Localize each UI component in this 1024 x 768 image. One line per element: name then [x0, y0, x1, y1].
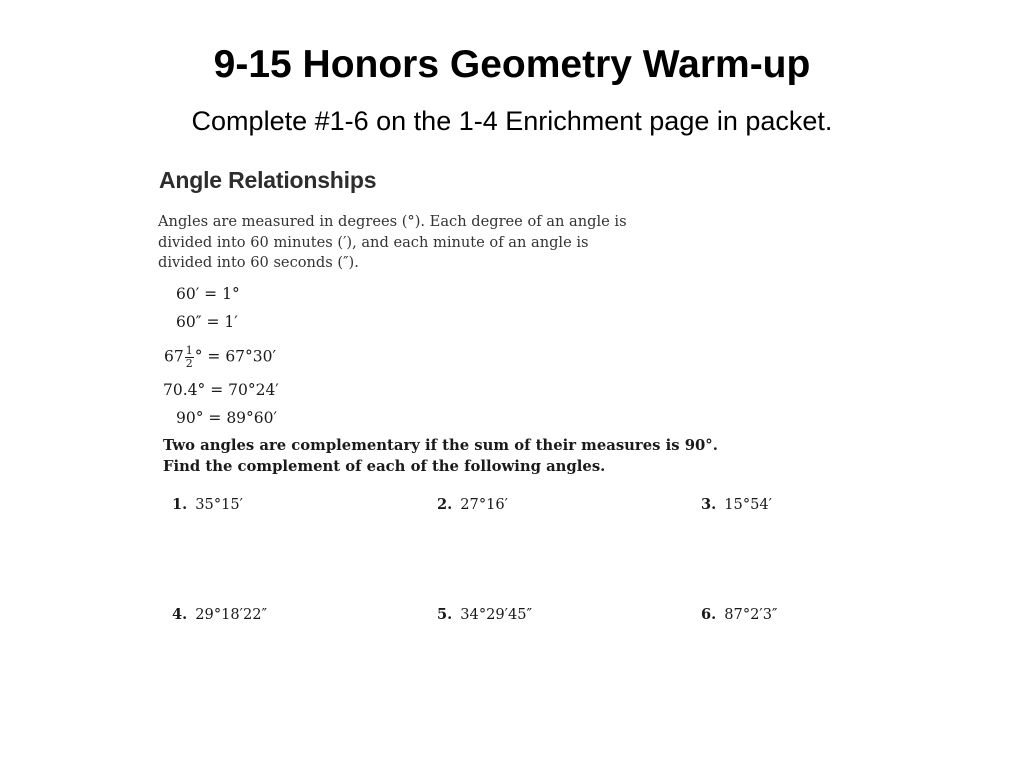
problem-item — [701, 605, 777, 625]
worksheet-heading: Angle Relationships — [159, 167, 377, 193]
problem-number: 2. — [437, 496, 453, 513]
problem-angle: 87°2′3″ — [724, 606, 778, 623]
example-line-fraction — [164, 345, 276, 370]
slide-title: 9-15 Honors Geometry Warm-up — [213, 43, 811, 86]
problem-number: 1. — [172, 496, 188, 513]
instruction-line: Two angles are complementary if the sum of their measures is 90°. — [163, 437, 718, 454]
problem-item — [701, 495, 772, 515]
intro-line: Angles are measured in degrees (°). Each degree of an angle is — [158, 213, 627, 230]
problem-angle: 27°16′ — [460, 496, 509, 513]
problem-angle: 34°29′45″ — [460, 606, 533, 623]
example-rest: ° = 67°30′ — [194, 347, 277, 366]
example-line: 90° = 89°60′ — [176, 409, 278, 427]
problem-number: 3. — [701, 496, 717, 513]
example-line: 60″ = 1′ — [176, 313, 238, 331]
intro-line: divided into 60 minutes (′), and each minute of an angle is — [158, 233, 589, 251]
fraction-denominator: 2 — [185, 357, 193, 370]
problem-item — [437, 605, 532, 625]
problem-angle: 15°54′ — [724, 496, 773, 513]
problem-number: 4. — [172, 606, 188, 623]
fraction-numerator: 1 — [185, 344, 193, 357]
worksheet-instruction — [163, 435, 843, 477]
example-line: 70.4° = 70°24′ — [163, 381, 279, 399]
instruction-line: Find the complement of each of the following angles. — [163, 458, 606, 475]
worksheet-image — [158, 162, 878, 632]
problem-item — [172, 495, 243, 515]
intro-line: divided into 60 seconds (″). — [158, 254, 359, 271]
problem-number: 6. — [701, 606, 717, 623]
problem-number: 5. — [437, 606, 453, 623]
example-whole: 67 — [164, 347, 184, 366]
problem-angle: 29°18′22″ — [195, 606, 268, 623]
worksheet-intro — [158, 212, 698, 274]
problem-angle: 35°15′ — [195, 496, 244, 513]
problem-item — [172, 605, 267, 625]
fraction — [185, 345, 194, 370]
slide-subtitle: Complete #1-6 on the 1-4 Enrichment page in packet. — [191, 106, 833, 136]
example-line: 60′ = 1° — [176, 285, 240, 303]
problem-item — [437, 495, 508, 515]
